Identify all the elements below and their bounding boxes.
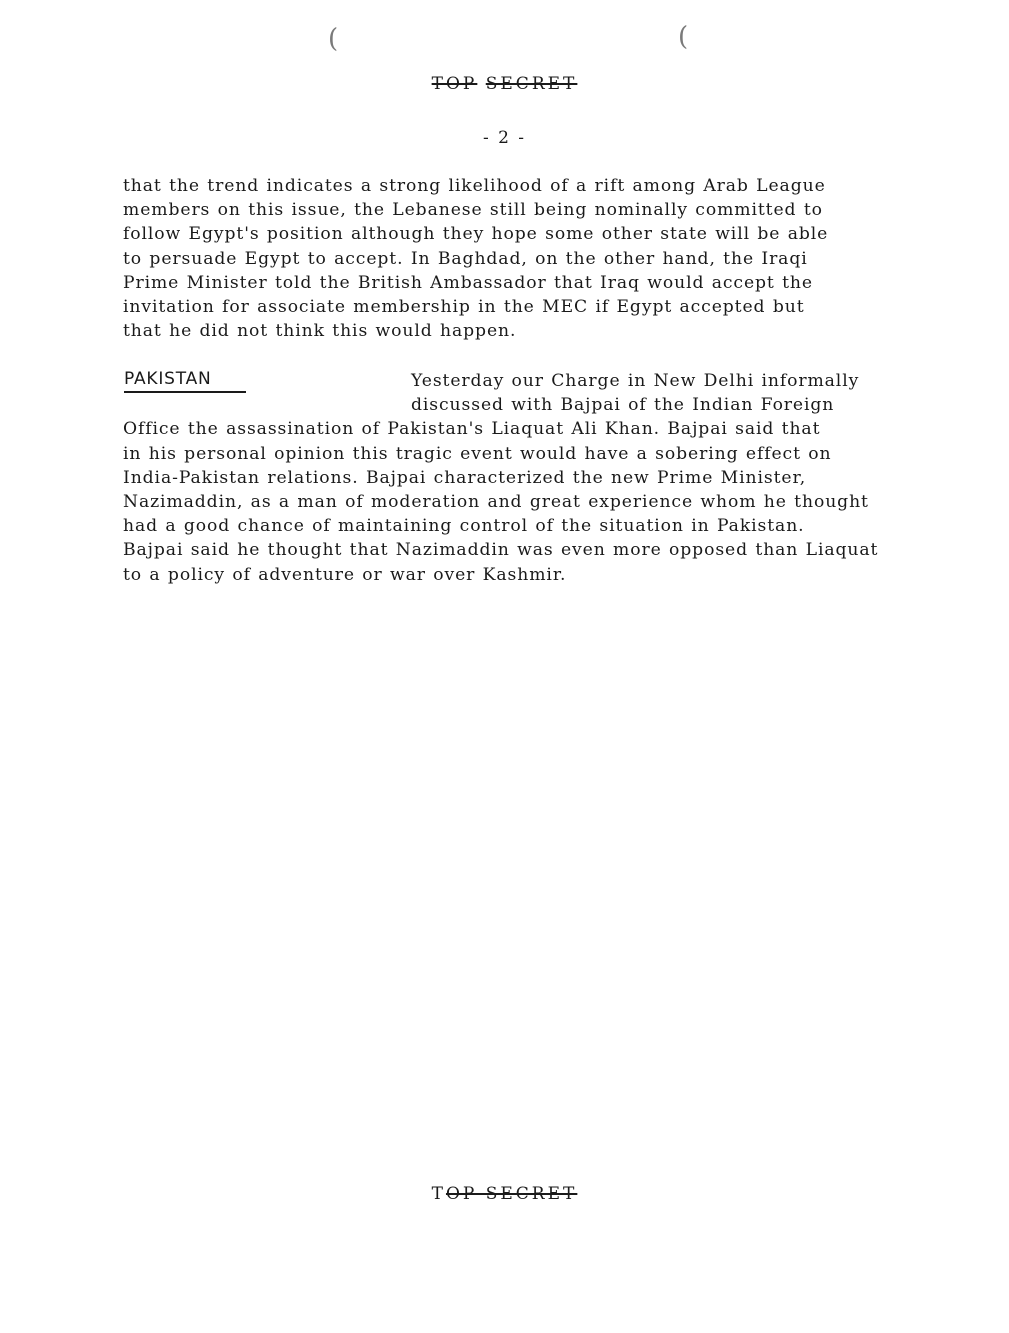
- text-line: Office the assassination of Pakistan's Liaquat Ali Khan. Bajpai said that: [123, 419, 821, 440]
- paragraph-pakistan: [123, 369, 923, 587]
- text-line: had a good chance of maintaining control of the situation in Pakistan.: [123, 516, 805, 537]
- text-line: invitation for associate membership in the MEC if Egypt accepted but: [123, 297, 805, 318]
- text-line: Prime Minister told the British Ambassador that Iraq would accept the: [123, 272, 813, 293]
- footer-classification-struck: OP SECRET: [445, 1184, 578, 1204]
- text-line: Yesterday our Charge in New Delhi informally: [411, 371, 860, 391]
- text-line: Nazimaddin, as a man of moderation and great experience whom he thought: [123, 492, 869, 513]
- text-line: to a policy of adventure or war over Kashmir.: [123, 564, 567, 585]
- footer-classification-kept: T: [431, 1184, 446, 1204]
- text-line: members on this issue, the Lebanese still being nominally committed to: [123, 200, 823, 221]
- page-number: - 2 -: [482, 128, 527, 148]
- text-line: that the trend indicates a strong likelihood of a rift among Arab League: [123, 176, 826, 196]
- paragraph-continuation: [123, 174, 923, 343]
- text-line: discussed with Bajpai of the Indian Foreign: [411, 395, 835, 416]
- header-classification: [0, 74, 1009, 94]
- section-heading-text: PAKISTAN: [124, 369, 212, 389]
- punch-mark-right: (: [678, 22, 689, 52]
- text-line: Bajpai said he thought that Nazimaddin was even more opposed than Liaquat: [123, 540, 879, 561]
- text-line: in his personal opinion this tragic event would have a sobering effect on: [123, 443, 832, 464]
- text-line: to persuade Egypt to accept. In Baghdad, on the other hand, the Iraqi: [123, 248, 808, 269]
- header-classification-struck-rest: SECRET: [485, 74, 578, 94]
- text-line: that he did not think this would happen.: [123, 321, 517, 342]
- header-classification-struck: TOP: [431, 74, 478, 94]
- punch-mark-left: (: [328, 24, 339, 54]
- text-line: follow Egypt's position although they hope some other state will be able: [123, 224, 829, 245]
- text-line: India-Pakistan relations. Bajpai characterized the new Prime Minister,: [123, 467, 807, 488]
- footer-classification: [0, 1184, 1009, 1204]
